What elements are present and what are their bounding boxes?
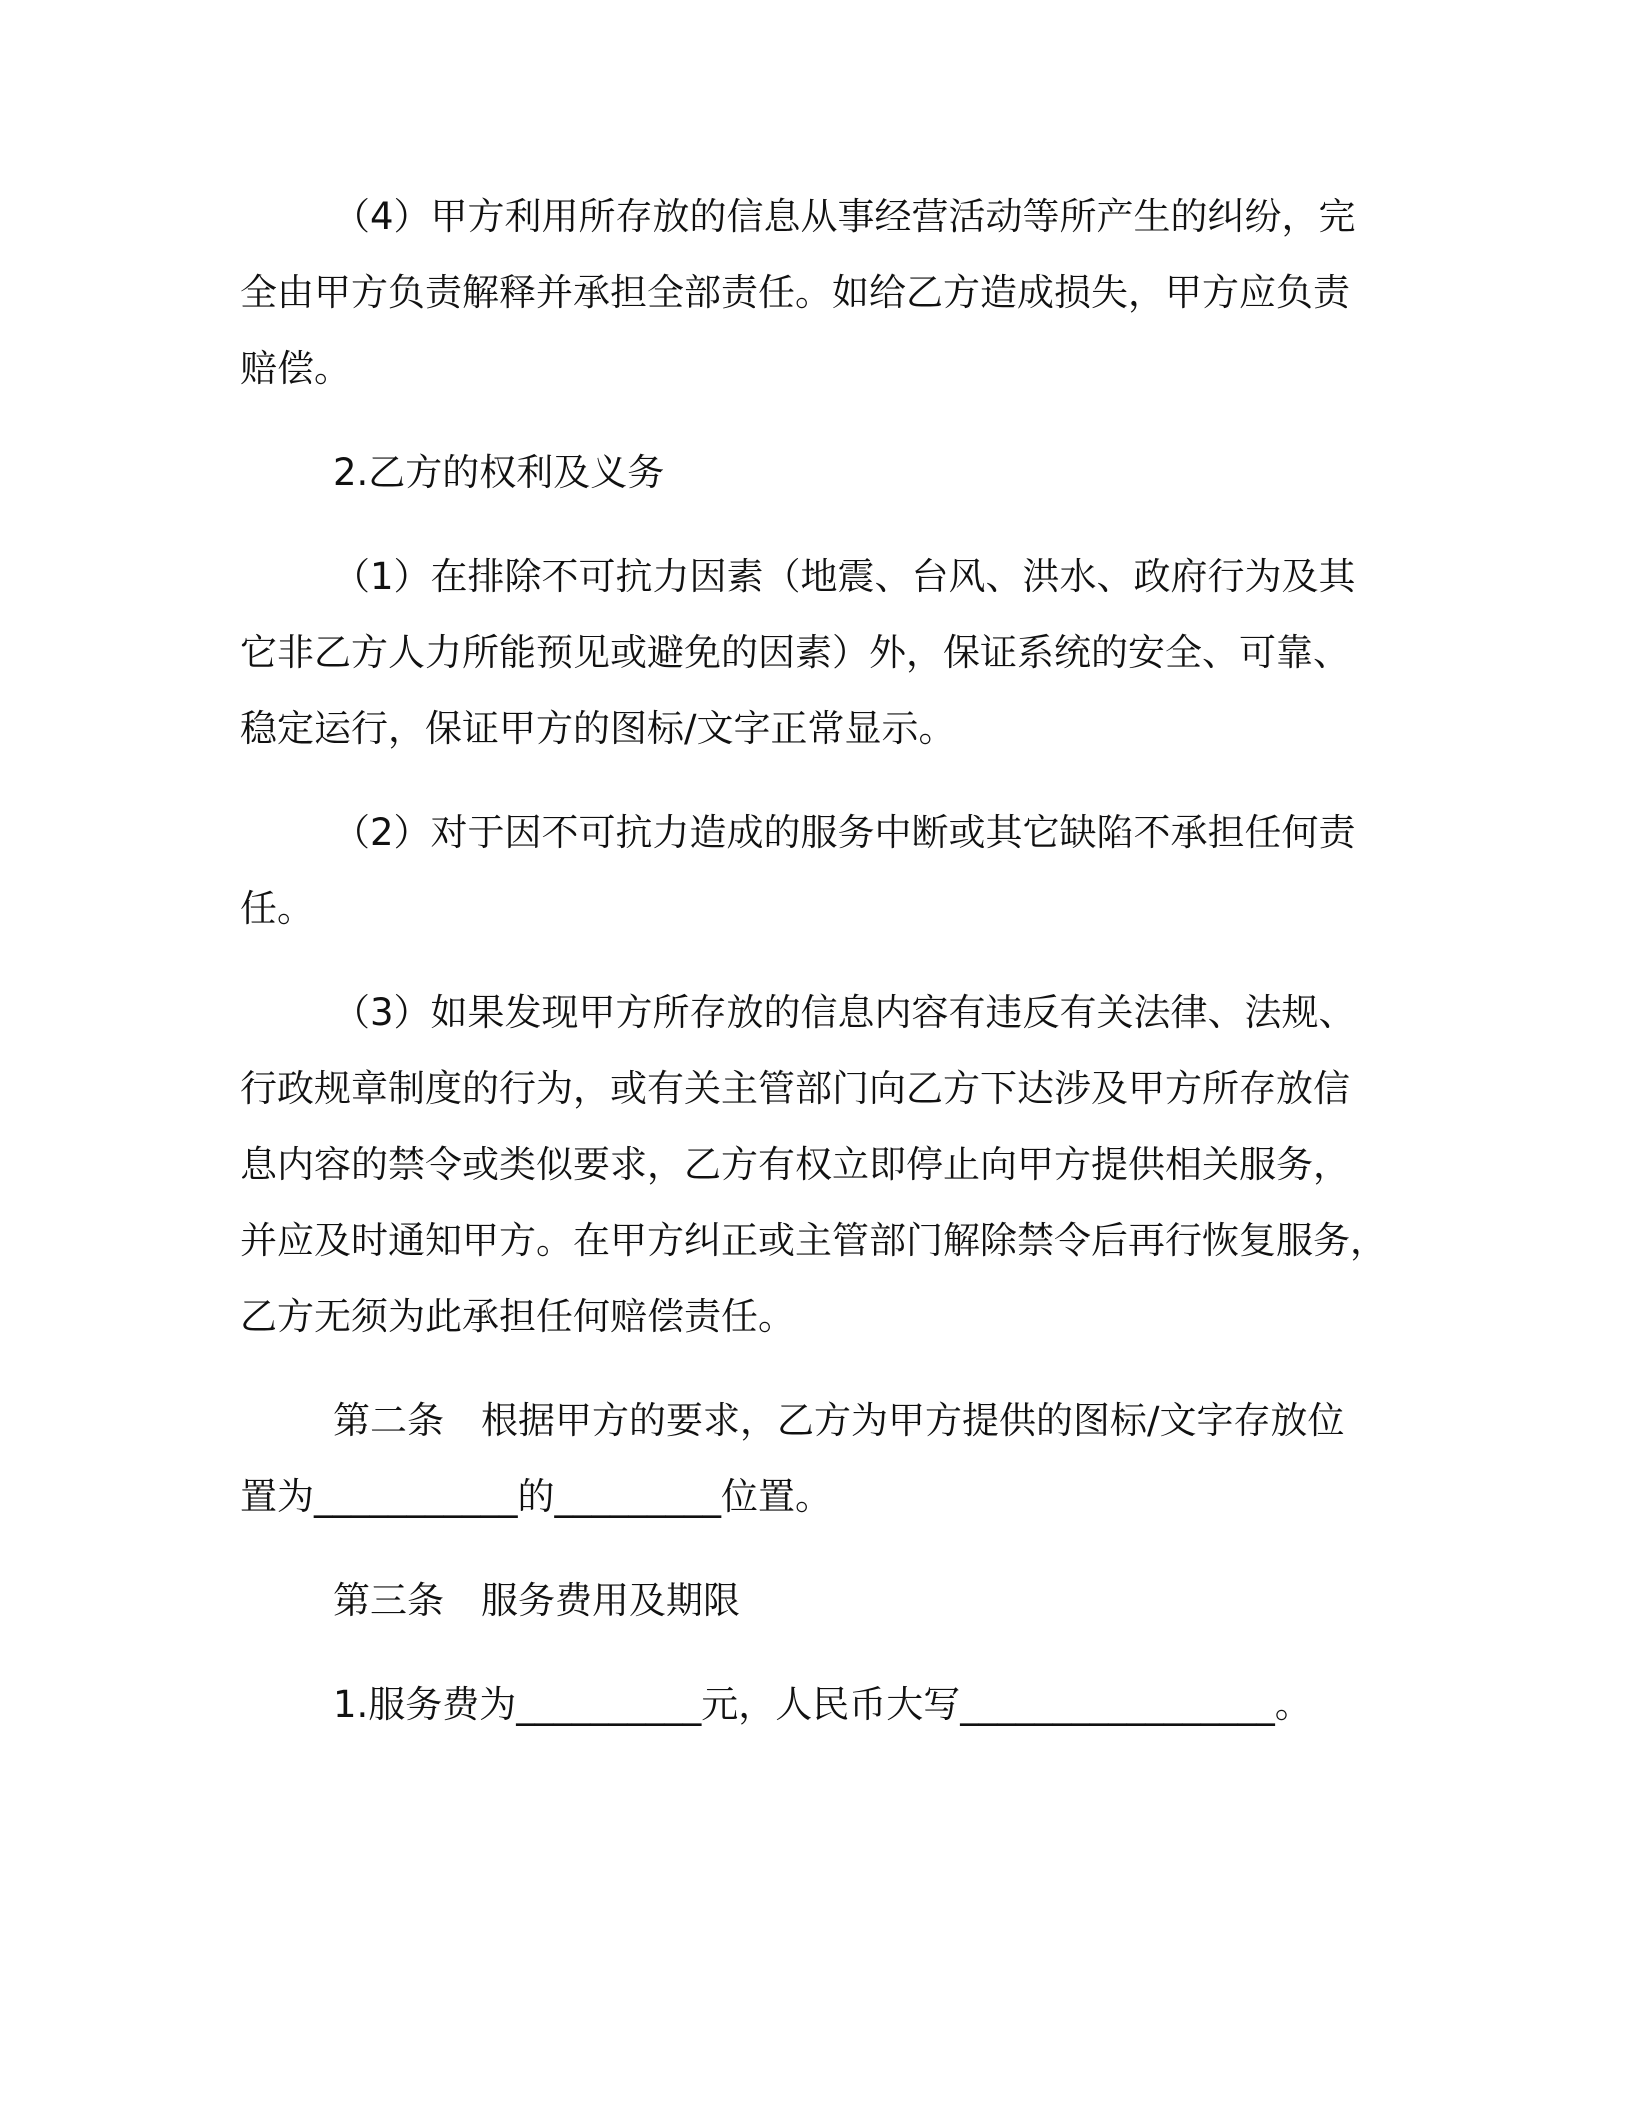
text-line: 稳定运行，保证甲方的图标/文字正常显示。 [240, 707, 956, 750]
paragraph-party-b-item-3 [240, 975, 1400, 1355]
article-2 [240, 1383, 1400, 1535]
text-line: （1）在排除不可抗力因素（地震、台风、洪水、政府行为及其 [333, 555, 1356, 598]
text-line: 赔偿。 [240, 347, 351, 390]
text-line: 并应及时通知甲方。在甲方纠正或主管部门解除禁令后再行恢复服务， [240, 1219, 1387, 1262]
paragraph-party-b-item-1 [240, 539, 1400, 767]
text-line: 行政规章制度的行为，或有关主管部门向乙方下达涉及甲方所存放信 [240, 1067, 1350, 1110]
heading-party-b-rights [240, 435, 1400, 511]
article-3-fee [240, 1667, 1400, 1743]
text-line: 任。 [240, 887, 314, 930]
paragraph-party-b-item-2 [240, 795, 1400, 947]
text-line: 乙方无须为此承担任何赔偿责任。 [240, 1295, 795, 1338]
text-line: 息内容的禁令或类似要求，乙方有权立即停止向甲方提供相关服务， [240, 1143, 1350, 1186]
text-line: （3）如果发现甲方所存放的信息内容有违反有关法律、法规、 [333, 991, 1356, 1034]
text-line: （2）对于因不可抗力造成的服务中断或其它缺陷不承担任何责 [333, 811, 1356, 854]
paragraph-party-a-liability [240, 179, 1400, 407]
section-heading: 第三条 服务费用及期限 [333, 1579, 740, 1622]
text-line: 第二条 根据甲方的要求，乙方为甲方提供的图标/文字存放位 [333, 1399, 1345, 1442]
text-line: 全由甲方负责解释并承担全部责任。如给乙方造成损失，甲方应负责 [240, 271, 1350, 314]
text-line: 它非乙方人力所能预见或避免的因素）外，保证系统的安全、可靠、 [240, 631, 1350, 674]
section-heading: 2.乙方的权利及义务 [333, 451, 665, 494]
text-line: （4）甲方利用所存放的信息从事经营活动等所产生的纠纷，完 [333, 195, 1356, 238]
document-body [240, 179, 1400, 1771]
text-line-with-blanks: 1.服务费为__________元，人民币大写_________________。 [333, 1683, 1312, 1726]
text-line-with-blanks: 置为___________的_________位置。 [240, 1475, 832, 1518]
article-3-heading [240, 1563, 1400, 1639]
